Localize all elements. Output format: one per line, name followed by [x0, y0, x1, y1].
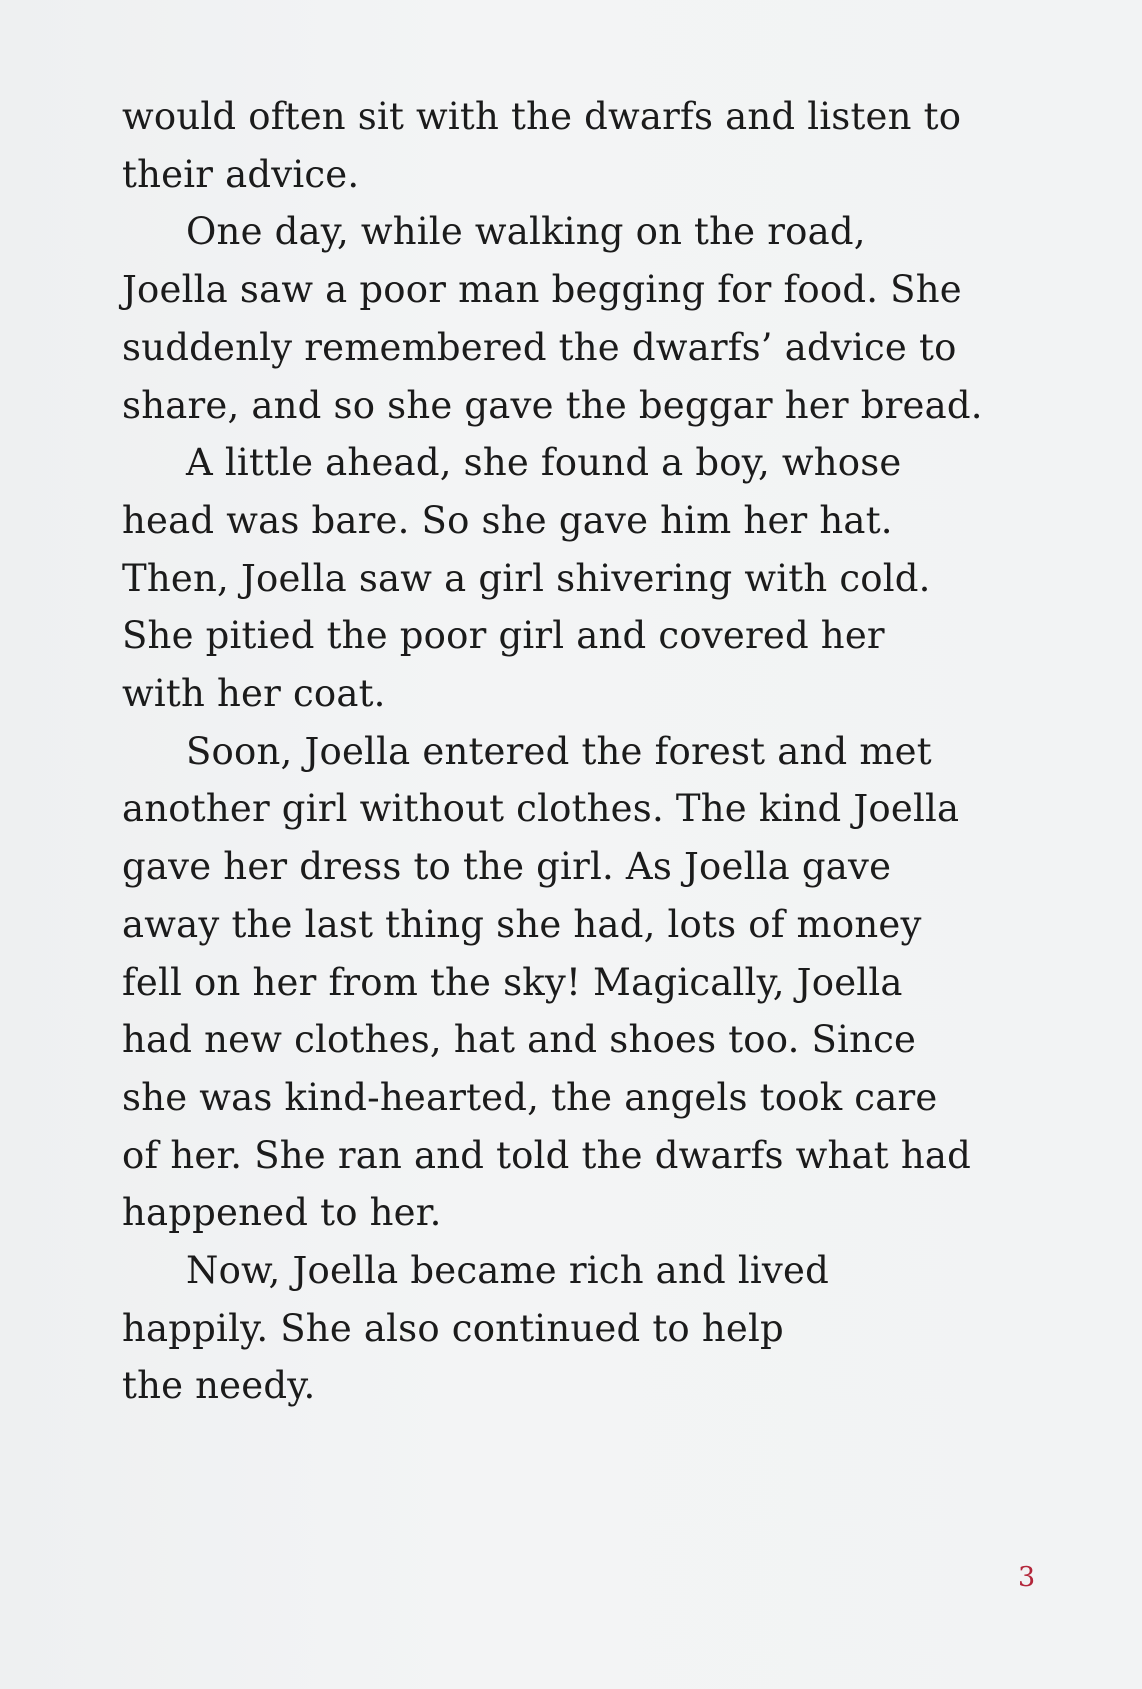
- text-line: would often sit with the dwarfs and listen to: [122, 95, 962, 138]
- story-text: [122, 88, 1022, 1415]
- text-line: their advice.: [122, 152, 360, 196]
- text-line: of her. She ran and told the dwarfs what had: [122, 1133, 971, 1177]
- text-line: with her coat.: [122, 672, 386, 716]
- text-line: suddenly remembered the dwarfs’ advice to: [122, 325, 957, 369]
- paragraph-start-line: A little ahead, she found a boy, whose: [186, 441, 902, 485]
- text-line: had new clothes, hat and shoes too. Since: [122, 1018, 917, 1062]
- paragraph-start-line: Now, Joella became rich and lived: [186, 1249, 829, 1293]
- text-line: Joella saw a poor man begging for food. She: [122, 268, 962, 312]
- text-line: fell on her from the sky! Magically, Joella: [122, 960, 903, 1004]
- text-line: gave her dress to the girl. As Joella gave: [122, 845, 892, 889]
- text-line: another girl without clothes. The kind Joella: [122, 787, 960, 831]
- text-line: She pitied the poor girl and covered her: [122, 614, 885, 658]
- paragraph-start-line: Soon, Joella entered the forest and met: [186, 729, 932, 773]
- text-line: the needy.: [122, 1364, 316, 1408]
- text-line: away the last thing she had, lots of money: [122, 902, 922, 946]
- text-line: Then, Joella saw a girl shivering with cold.: [122, 556, 931, 600]
- text-line: head was bare. So she gave him her hat.: [122, 498, 893, 542]
- paragraph-start-line: One day, while walking on the road,: [186, 210, 866, 254]
- text-line: share, and so she gave the beggar her bread.: [122, 383, 983, 427]
- page-number: 3: [1018, 1562, 1036, 1593]
- text-line: she was kind-hearted, the angels took care: [122, 1075, 938, 1119]
- text-line: happily. She also continued to help: [122, 1306, 784, 1350]
- text-line: happened to her.: [122, 1191, 442, 1235]
